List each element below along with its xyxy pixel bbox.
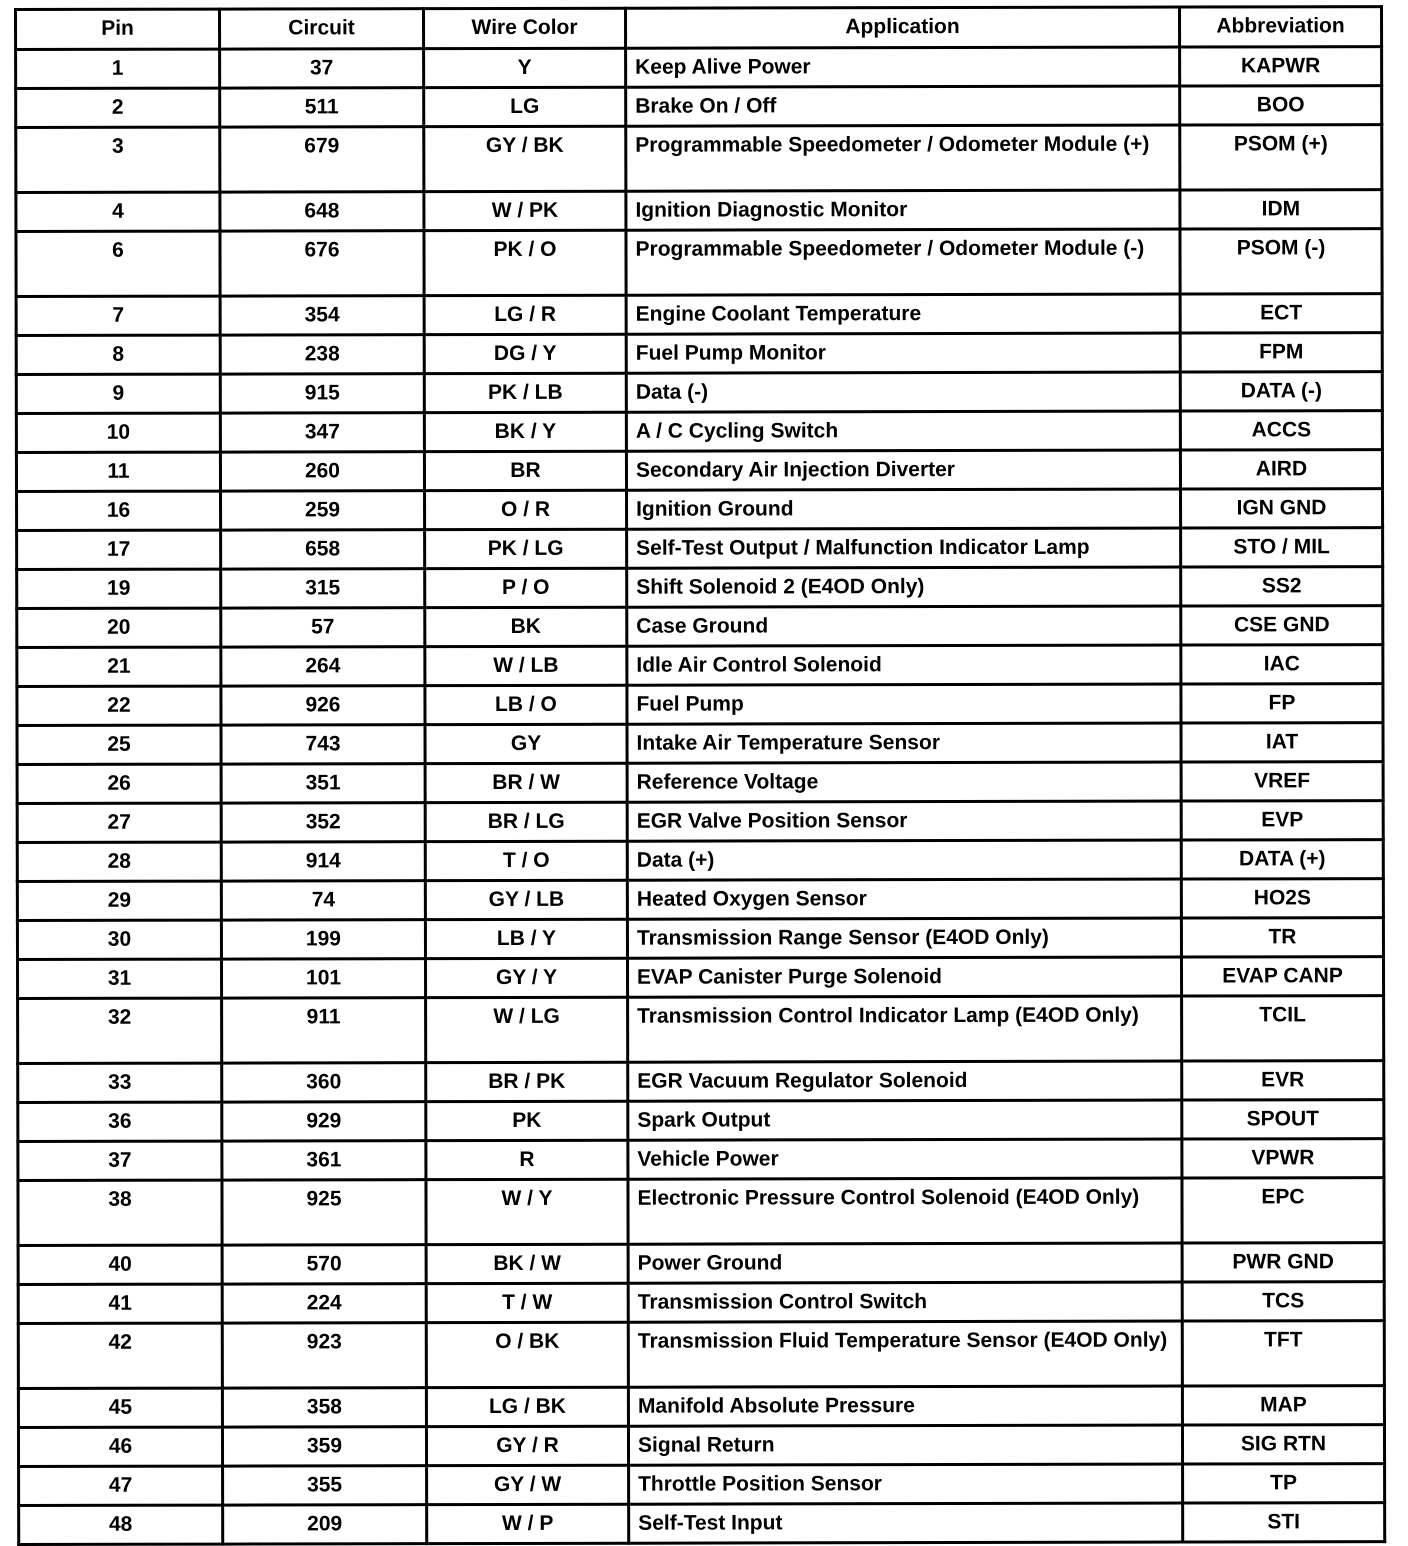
wire-color-cell: LB / Y (425, 919, 627, 958)
pin-cell: 8 (16, 335, 220, 374)
abbreviation-cell: ECT (1180, 294, 1382, 333)
table-row (17, 684, 1383, 726)
circuit-cell: 238 (220, 335, 424, 374)
pin-cell: 11 (16, 452, 220, 491)
table-row (18, 1282, 1384, 1324)
abbreviation-cell: DATA (-) (1180, 372, 1382, 411)
application-cell: Case Ground (627, 606, 1181, 646)
pin-cell: 16 (17, 491, 221, 530)
circuit-cell: 358 (222, 1388, 426, 1427)
wire-color-cell: GY (425, 724, 627, 763)
wire-color-cell: PK / LB (424, 373, 626, 412)
abbreviation-cell: EVAP CANP (1181, 957, 1383, 996)
header-row (16, 7, 1382, 50)
pin-cell: 40 (18, 1245, 222, 1284)
wire-color-cell: R (426, 1140, 628, 1179)
pin-cell: 37 (18, 1141, 222, 1180)
application-cell: Intake Air Temperature Sensor (627, 723, 1181, 763)
abbreviation-cell: HO2S (1181, 879, 1383, 918)
abbreviation-cell: DATA (+) (1181, 840, 1383, 879)
circuit-cell: 359 (222, 1427, 426, 1466)
table-row (18, 996, 1384, 1064)
pin-cell: 17 (17, 530, 221, 569)
table-row (18, 1321, 1384, 1389)
table-row (16, 190, 1382, 232)
abbreviation-cell: SS2 (1181, 567, 1383, 606)
pin-cell: 1 (16, 49, 220, 88)
abbreviation-cell: CSE GND (1181, 606, 1383, 645)
pin-table (14, 5, 1386, 1546)
abbreviation-cell: VPWR (1182, 1139, 1384, 1178)
table-row (17, 606, 1383, 648)
abbreviation-cell: FP (1181, 684, 1383, 723)
abbreviation-cell: STO / MIL (1181, 528, 1383, 567)
pin-cell: 3 (16, 127, 220, 192)
abbreviation-cell: EPC (1182, 1178, 1384, 1243)
circuit-cell: 511 (220, 88, 424, 127)
table-row (18, 1100, 1384, 1142)
table-row (17, 528, 1383, 570)
circuit-cell: 929 (222, 1102, 426, 1141)
pin-cell: 36 (18, 1102, 222, 1141)
application-cell: Keep Alive Power (626, 47, 1180, 87)
circuit-cell: 224 (222, 1284, 426, 1323)
table-row (16, 125, 1382, 193)
table-row (17, 489, 1383, 531)
circuit-cell: 570 (222, 1245, 426, 1284)
circuit-cell: 926 (221, 686, 425, 725)
wire-color-cell: BK / Y (424, 412, 626, 451)
pin-cell: 45 (18, 1388, 222, 1427)
circuit-cell: 351 (221, 764, 425, 803)
application-cell: Self-Test Input (629, 1503, 1183, 1543)
pin-cell: 29 (17, 881, 221, 920)
abbreviation-cell: TCIL (1182, 996, 1384, 1061)
pin-cell: 38 (18, 1180, 222, 1245)
table-row (19, 1464, 1385, 1506)
abbreviation-cell: KAPWR (1180, 47, 1382, 86)
application-cell: Engine Coolant Temperature (626, 294, 1180, 334)
table-row (18, 1425, 1384, 1467)
table-row (18, 1386, 1384, 1428)
pin-cell: 22 (17, 686, 221, 725)
pin-cell: 21 (17, 647, 221, 686)
pin-cell: 4 (16, 192, 220, 231)
application-cell: Throttle Position Sensor (629, 1464, 1183, 1504)
application-cell: Programmable Speedometer / Odometer Module (-) (626, 229, 1180, 295)
abbreviation-cell: IDM (1180, 190, 1382, 229)
pin-cell: 30 (17, 920, 221, 959)
wire-color-cell: W / Y (426, 1179, 628, 1244)
header-wire-color: Wire Color (424, 8, 626, 48)
application-cell: A / C Cycling Switch (626, 411, 1180, 451)
wire-color-cell: BR / W (425, 763, 627, 802)
circuit-cell: 199 (221, 920, 425, 959)
wire-color-cell: T / W (426, 1283, 628, 1322)
circuit-cell: 354 (220, 296, 424, 335)
wire-color-cell: BR / PK (426, 1062, 628, 1101)
circuit-cell: 658 (221, 530, 425, 569)
pin-cell: 20 (17, 608, 221, 647)
wire-color-cell: GY / Y (425, 958, 627, 997)
pin-cell: 9 (16, 374, 220, 413)
pin-table-container (14, 8, 1380, 1546)
table-row (17, 957, 1383, 999)
table-row (17, 879, 1383, 921)
wire-color-cell: T / O (425, 841, 627, 880)
circuit-cell: 676 (220, 231, 424, 296)
pin-cell: 33 (18, 1063, 222, 1102)
table-row (16, 450, 1382, 492)
abbreviation-cell: FPM (1180, 333, 1382, 372)
wire-color-cell: O / BK (426, 1322, 628, 1387)
wire-color-cell: PK (426, 1101, 628, 1140)
application-cell: EGR Vacuum Regulator Solenoid (628, 1061, 1182, 1101)
circuit-cell: 260 (220, 452, 424, 491)
application-cell: Manifold Absolute Pressure (628, 1386, 1182, 1426)
table-row (16, 411, 1382, 453)
application-cell: Ignition Ground (627, 489, 1181, 529)
application-cell: Reference Voltage (627, 762, 1181, 802)
wire-color-cell: LG / R (424, 295, 626, 334)
application-cell: Data (-) (626, 372, 1180, 412)
table-row (18, 1061, 1384, 1103)
abbreviation-cell: TFT (1182, 1321, 1384, 1386)
application-cell: Heated Oxygen Sensor (627, 879, 1181, 919)
application-cell: Shift Solenoid 2 (E4OD Only) (627, 567, 1181, 607)
table-row (19, 1503, 1385, 1545)
pin-cell: 41 (18, 1284, 222, 1323)
table-row (16, 86, 1382, 128)
circuit-cell: 360 (222, 1063, 426, 1102)
table-row (18, 1178, 1384, 1246)
abbreviation-cell: BOO (1180, 86, 1382, 125)
application-cell: Ignition Diagnostic Monitor (626, 190, 1180, 230)
pin-cell: 6 (16, 231, 220, 296)
table-row (16, 229, 1382, 297)
wire-color-cell: LB / O (425, 685, 627, 724)
pin-cell: 7 (16, 296, 220, 335)
pin-cell: 19 (17, 569, 221, 608)
pin-cell: 28 (17, 842, 221, 881)
circuit-cell: 74 (221, 881, 425, 920)
wire-color-cell: BR (424, 451, 626, 490)
circuit-cell: 352 (221, 803, 425, 842)
header-pin: Pin (16, 9, 220, 49)
table-row (18, 1243, 1384, 1285)
abbreviation-cell: PWR GND (1182, 1243, 1384, 1282)
abbreviation-cell: TP (1183, 1464, 1385, 1503)
abbreviation-cell: TCS (1182, 1282, 1384, 1321)
pin-cell: 48 (19, 1505, 223, 1544)
abbreviation-cell: IAT (1181, 723, 1383, 762)
pin-cell: 26 (17, 764, 221, 803)
abbreviation-cell: EVP (1181, 801, 1383, 840)
pin-cell: 42 (18, 1323, 222, 1388)
abbreviation-cell: AIRD (1180, 450, 1382, 489)
table-row (17, 723, 1383, 765)
application-cell: Fuel Pump (627, 684, 1181, 724)
abbreviation-cell: EVR (1182, 1061, 1384, 1100)
application-cell: Transmission Control Indicator Lamp (E4OD Only) (628, 996, 1182, 1062)
circuit-cell: 915 (220, 374, 424, 413)
wire-color-cell: PK / O (424, 230, 626, 295)
application-cell: Vehicle Power (628, 1139, 1182, 1179)
application-cell: Brake On / Off (626, 86, 1180, 126)
abbreviation-cell: TR (1181, 918, 1383, 957)
wire-color-cell: BK / W (426, 1244, 628, 1283)
application-cell: Power Ground (628, 1243, 1182, 1283)
abbreviation-cell: ACCS (1180, 411, 1382, 450)
wire-color-cell: BK (425, 607, 627, 646)
circuit-cell: 914 (221, 842, 425, 881)
wire-color-cell: BR / LG (425, 802, 627, 841)
abbreviation-cell: IGN GND (1181, 489, 1383, 528)
wire-color-cell: LG (424, 87, 626, 126)
header-abbreviation: Abbreviation (1180, 7, 1382, 47)
application-cell: Self-Test Output / Malfunction Indicator Lamp (627, 528, 1181, 568)
table-row (17, 918, 1383, 960)
application-cell: EGR Valve Position Sensor (627, 801, 1181, 841)
wire-color-cell: PK / LG (425, 529, 627, 568)
wire-color-cell: W / LG (426, 997, 628, 1062)
table-row (16, 372, 1382, 414)
table-row (16, 47, 1382, 89)
abbreviation-cell: SIG RTN (1182, 1425, 1384, 1464)
pin-cell: 10 (16, 413, 220, 452)
wire-color-cell: P / O (425, 568, 627, 607)
application-cell: Transmission Range Sensor (E4OD Only) (627, 918, 1181, 958)
application-cell: Idle Air Control Solenoid (627, 645, 1181, 685)
pin-cell: 31 (17, 959, 221, 998)
circuit-cell: 315 (221, 569, 425, 608)
circuit-cell: 743 (221, 725, 425, 764)
application-cell: Fuel Pump Monitor (626, 333, 1180, 373)
application-cell: Transmission Control Switch (628, 1282, 1182, 1322)
circuit-cell: 648 (220, 192, 424, 231)
application-cell: Signal Return (628, 1425, 1182, 1465)
circuit-cell: 209 (223, 1505, 427, 1544)
pin-cell: 32 (18, 998, 222, 1063)
header-circuit: Circuit (220, 9, 424, 49)
circuit-cell: 679 (220, 127, 424, 192)
abbreviation-cell: PSOM (+) (1180, 125, 1382, 190)
wire-color-cell: Y (424, 48, 626, 87)
circuit-cell: 57 (221, 608, 425, 647)
circuit-cell: 911 (222, 998, 426, 1063)
pin-table-header (16, 7, 1382, 50)
wire-color-cell: W / PK (424, 191, 626, 230)
application-cell: Spark Output (628, 1100, 1182, 1140)
table-row (17, 645, 1383, 687)
circuit-cell: 925 (222, 1180, 426, 1245)
pin-cell: 27 (17, 803, 221, 842)
circuit-cell: 923 (222, 1323, 426, 1388)
abbreviation-cell: VREF (1181, 762, 1383, 801)
pin-cell: 47 (19, 1466, 223, 1505)
application-cell: EVAP Canister Purge Solenoid (627, 957, 1181, 997)
wire-color-cell: O / R (425, 490, 627, 529)
circuit-cell: 259 (221, 491, 425, 530)
wire-color-cell: DG / Y (424, 334, 626, 373)
pin-cell: 25 (17, 725, 221, 764)
application-cell: Secondary Air Injection Diverter (626, 450, 1180, 490)
table-row (16, 333, 1382, 375)
pin-table-body (16, 47, 1385, 1545)
wire-color-cell: GY / LB (425, 880, 627, 919)
wire-color-cell: GY / W (427, 1465, 629, 1504)
pin-cell: 2 (16, 88, 220, 127)
circuit-cell: 101 (221, 959, 425, 998)
pin-cell: 46 (18, 1427, 222, 1466)
wire-color-cell: W / LB (425, 646, 627, 685)
circuit-cell: 347 (220, 413, 424, 452)
table-row (16, 294, 1382, 336)
header-application: Application (626, 7, 1180, 48)
circuit-cell: 355 (223, 1466, 427, 1505)
table-row (18, 1139, 1384, 1181)
wire-color-cell: LG / BK (426, 1387, 628, 1426)
abbreviation-cell: STI (1183, 1503, 1385, 1542)
table-row (17, 840, 1383, 882)
wire-color-cell: GY / BK (424, 126, 626, 191)
circuit-cell: 264 (221, 647, 425, 686)
circuit-cell: 361 (222, 1141, 426, 1180)
table-row (17, 567, 1383, 609)
circuit-cell: 37 (220, 49, 424, 88)
table-row (17, 762, 1383, 804)
application-cell: Electronic Pressure Control Solenoid (E4OD Only) (628, 1178, 1182, 1244)
abbreviation-cell: IAC (1181, 645, 1383, 684)
application-cell: Programmable Speedometer / Odometer Module (+) (626, 125, 1180, 191)
application-cell: Transmission Fluid Temperature Sensor (E4OD Only) (628, 1321, 1182, 1387)
wire-color-cell: W / P (427, 1504, 629, 1543)
wire-color-cell: GY / R (426, 1426, 628, 1465)
abbreviation-cell: PSOM (-) (1180, 229, 1382, 294)
abbreviation-cell: MAP (1182, 1386, 1384, 1425)
abbreviation-cell: SPOUT (1182, 1100, 1384, 1139)
table-row (17, 801, 1383, 843)
application-cell: Data (+) (627, 840, 1181, 880)
